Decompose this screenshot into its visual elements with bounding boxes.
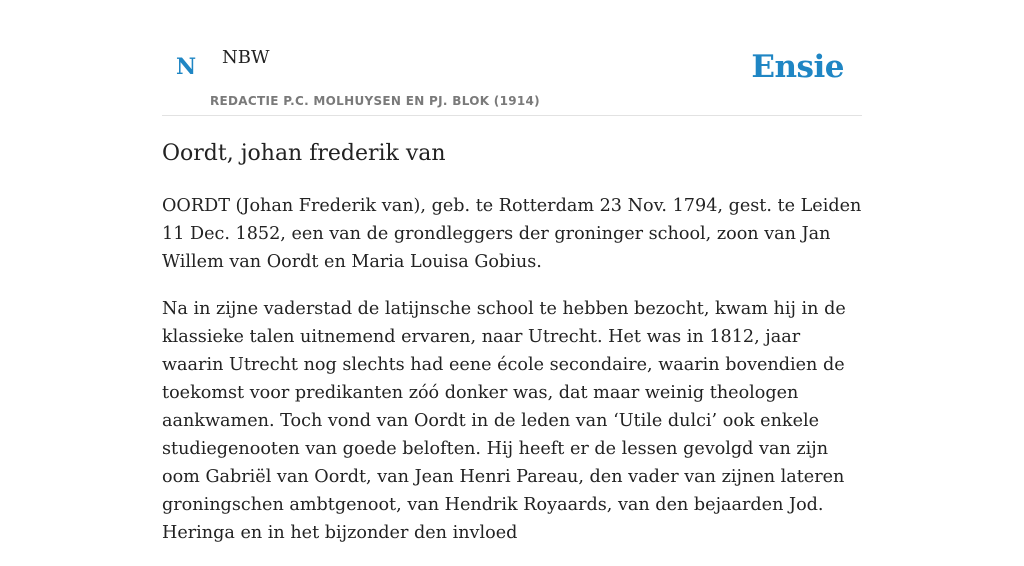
source-subtitle: REDACTIE P.C. MOLHUYSEN EN PJ. BLOK (1914) [210,94,540,108]
brand-logo[interactable]: Ensie [751,49,844,85]
source-logo-icon[interactable]: N [176,54,197,80]
article-paragraph: Na in zijne vaderstad de latijnsche school te hebben bezocht, kwam hij in de klassieke talen uitnemend ervaren, naar Utrecht. Het was in 1812, jaar waarin Utrecht nog slechts had eene école secondaire, waarin bovendien de toekomst voor predikanten zóó donker was, dat maar weinig theologen aankwamen. Toch vond van Oordt in de leden van ‘Utile dulci’ ook enkele studiegenooten van goede beloften. Hij heeft er de lessen gevolgd van zijn oom Gabriël van Oordt, van Jean Henri Pareau, den vader van zijnen lateren groningschen ambtgenoot, van Hendrik Royaards, van den bejaarden Jod. Heringa en in het bijzonder den invloed [162,298,846,543]
source-name-link[interactable]: NBW [222,47,270,68]
article-paragraph: OORDT (Johan Frederik van), geb. te Rotterdam 23 Nov. 1794, gest. te Leiden 11 Dec. 1852, een van de grondleggers der groninger school, zoon van Jan Willem van Oordt en Maria Louisa Gobius. [162,195,862,272]
site-header [162,0,862,116]
article [162,138,864,566]
article-title: Oordt, johan frederik van [162,141,446,166]
